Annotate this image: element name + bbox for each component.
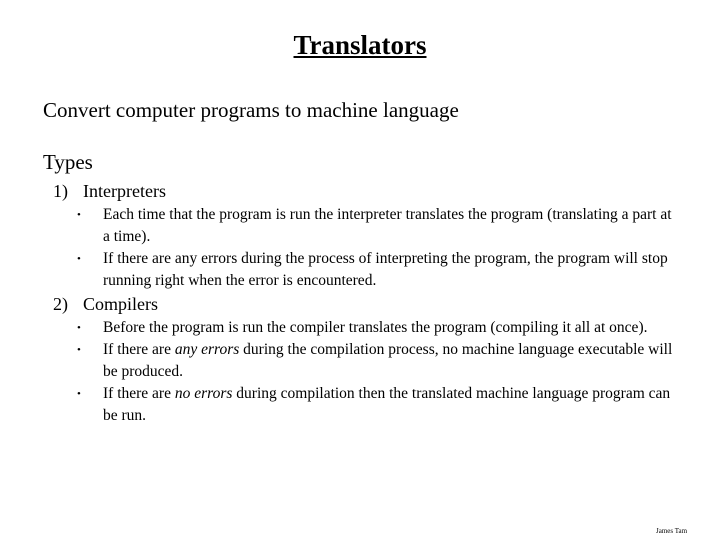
bullet-text <box>103 383 676 427</box>
emphasis-text: any errors <box>174 341 240 358</box>
bullet-item <box>76 204 676 248</box>
slide-title: Translators <box>293 30 427 60</box>
bullet-item <box>76 339 676 383</box>
interpreters-heading <box>53 181 166 202</box>
section-number: 1) <box>53 181 68 201</box>
bullet-item <box>76 317 676 339</box>
bullet-text <box>103 339 676 383</box>
author-footer: James Tam <box>656 527 688 535</box>
bullet-item <box>76 248 676 292</box>
bullet-icon: • <box>77 388 81 400</box>
bullet-text: Each time that the program is run the interpreter translates the program (translating a part at a time). <box>103 206 672 245</box>
types-heading: Types <box>43 150 93 174</box>
emphasis-text: no errors <box>174 385 233 402</box>
section-heading-text: Interpreters <box>83 181 166 201</box>
bullet-text-post: during the compilation process, no machine language executable will be produced. <box>103 341 673 380</box>
bullet-icon: • <box>77 209 81 221</box>
bullet-text-pre: If there are <box>103 385 175 402</box>
bullet-text: If there are any errors during the process of interpreting the program, the program will stop running right when the error is encountered. <box>103 250 668 289</box>
slide-subtitle: Convert computer programs to machine language <box>43 98 459 122</box>
bullet-text-pre: If there are <box>103 341 175 358</box>
bullet-text-post: during compilation then the translated machine language program can be run. <box>103 385 671 424</box>
section-heading-text: Compilers <box>83 294 158 314</box>
compilers-heading <box>53 294 158 315</box>
bullet-item <box>76 383 676 427</box>
section-number: 2) <box>53 294 68 314</box>
bullet-text: Before the program is run the compiler translates the program (compiling it all at once). <box>103 319 648 336</box>
bullet-icon: • <box>77 322 81 334</box>
bullet-icon: • <box>77 344 81 356</box>
interpreters-bullet-list <box>76 204 676 292</box>
compilers-bullet-list <box>76 317 676 427</box>
bullet-icon: • <box>77 253 81 265</box>
